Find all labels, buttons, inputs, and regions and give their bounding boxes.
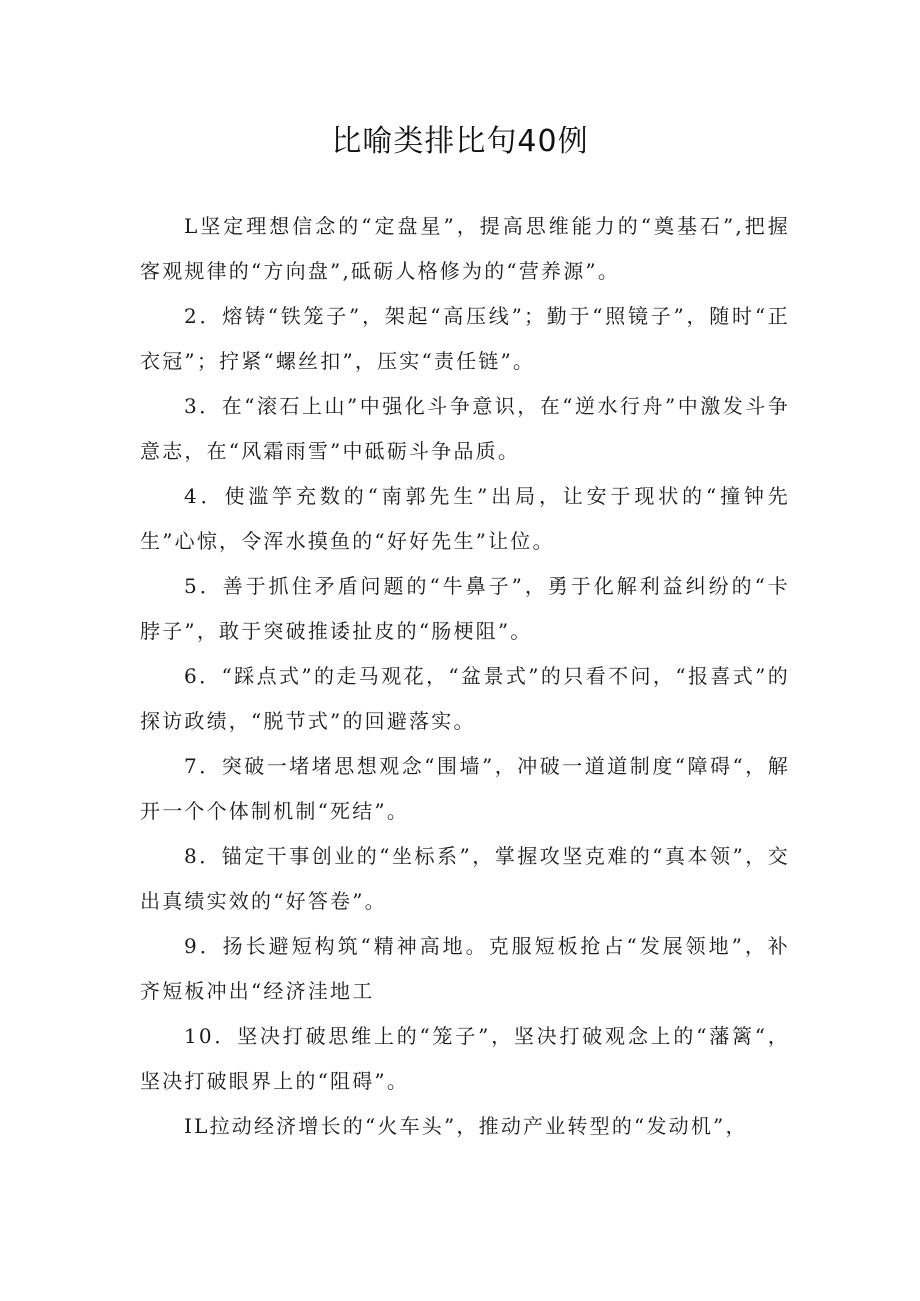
paragraph-10: 10．坚决打破思维上的“笼子”，坚决打破观念上的“藩篱“，坚决打破眼界上的“阻碍”。 (140, 1024, 790, 1093)
document-title: 比喻类排比句40例 (331, 124, 589, 159)
paragraph-7: 7．突破一堵堵思想观念“围墙”，冲破一道道制度“障碍“，解开一个个体制机制“死结”。 (140, 754, 790, 823)
document-body (140, 204, 790, 1149)
paragraph-1: L坚定理想信念的“定盘星”，提高思维能力的“奠基石”,把握客观规律的“方向盘”,砥砺人格修为的“营养源”。 (140, 214, 790, 283)
paragraph-4: 4．使滥竽充数的“南郭先生”出局，让安于现状的“撞钟先生”心惊，令浑水摸鱼的“好好先生”让位。 (140, 484, 790, 553)
paragraph-11: IL拉动经济增长的“火车头”，推动产业转型的“发动机”， (184, 1114, 748, 1138)
paragraph-6: 6．“踩点式”的走马观花，“盆景式”的只看不问，“报喜式”的探访政绩，“脱节式”的回避落实。 (140, 664, 790, 733)
paragraph-9: 9．扬长避短构筑“精神高地。克服短板抢占“发展领地”，补齐短板冲出“经济洼地工 (140, 934, 790, 1003)
paragraph-8: 8．锚定干事创业的“坐标系”，掌握攻坚克难的“真本领”，交出真绩实效的“好答卷”。 (140, 844, 790, 913)
paragraph-3: 3．在“滚石上山”中强化斗争意识，在“逆水行舟”中激发斗争意志，在“风霜雨雪”中砥砺斗争品质。 (140, 394, 790, 463)
paragraph-5: 5．善于抓住矛盾问题的“牛鼻子”，勇于化解利益纠纷的“卡脖子”，敢于突破推诿扯皮的“肠梗阻”。 (140, 574, 790, 643)
paragraph-2: 2．熔铸“铁笼子”，架起“高压线”；勤于“照镜子”，随时“正衣冠”；拧紧“螺丝扣”，压实“责任链”。 (140, 304, 790, 373)
